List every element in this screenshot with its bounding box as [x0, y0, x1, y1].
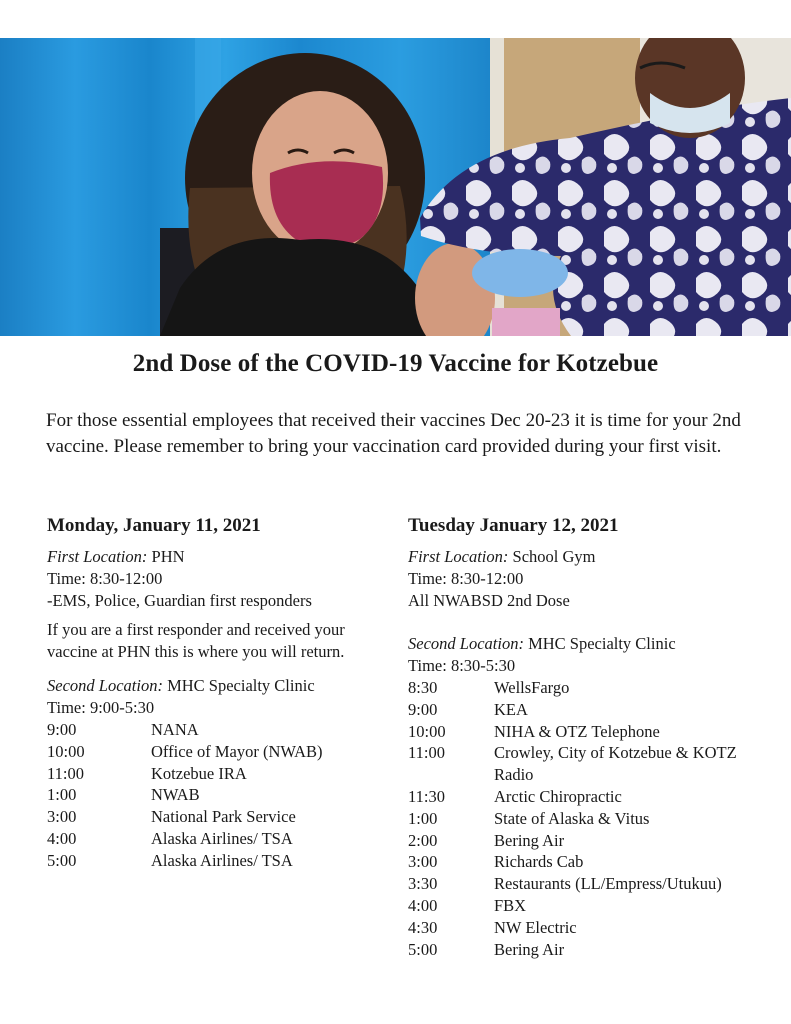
schedule-row — [47, 741, 387, 763]
schedule-time: 10:00 — [408, 721, 446, 741]
tuesday-second-time: Time: 8:30-5:30 — [408, 656, 516, 676]
tuesday-first-time: Time: 8:30-12:00 — [408, 568, 524, 588]
monday-schedule — [47, 719, 387, 872]
monday-second-location — [47, 675, 387, 697]
monday-first-group: -EMS, Police, Guardian first responders — [47, 590, 312, 610]
schedule-group: Alaska Airlines/ TSA — [151, 850, 293, 870]
schedule-time: 3:00 — [408, 852, 438, 872]
schedule-row — [47, 784, 387, 806]
schedule-group: Alaska Airlines/ TSA — [151, 828, 293, 848]
vaccination-photo — [0, 38, 791, 336]
schedule-time: 8:30 — [408, 677, 438, 697]
schedule-group: Arctic Chiropractic — [494, 786, 622, 806]
schedule-group: NANA — [151, 719, 199, 739]
schedule-row — [408, 721, 768, 743]
schedule-row — [47, 806, 387, 828]
schedule-group: KEA — [494, 699, 528, 719]
schedule-group: NW Electric — [494, 917, 577, 937]
schedule-group: State of Alaska & Vitus — [494, 808, 650, 828]
schedule-time: 10:00 — [47, 741, 85, 761]
tuesday-second-location — [408, 633, 768, 655]
schedule-time: 1:00 — [408, 808, 438, 828]
page-title: 2nd Dose of the COVID-19 Vaccine for Kotzebue — [132, 350, 659, 377]
schedule-group: Office of Mayor (NWAB) — [151, 741, 323, 761]
second-location-value: MHC Specialty Clinic — [167, 676, 315, 696]
tuesday-first-group: All NWABSD 2nd Dose — [408, 590, 570, 610]
schedule-time: 3:30 — [408, 874, 438, 894]
schedule-group: FBX — [494, 895, 527, 915]
second-location-label: Second Location: — [408, 634, 524, 654]
schedule-row — [47, 763, 387, 785]
schedule-time: 11:00 — [47, 763, 84, 783]
schedule-row — [408, 742, 768, 786]
schedule-time: 5:00 — [408, 939, 438, 959]
schedule-time: 4:30 — [408, 917, 438, 937]
schedule-time: 4:00 — [408, 895, 438, 915]
monday-note: If you are a first responder and received your vaccine at PHN this is where you will return. — [47, 620, 345, 662]
tuesday-first-location — [408, 546, 768, 568]
schedule-group: Kotzebue IRA — [151, 763, 247, 783]
schedule-time: 9:00 — [47, 719, 77, 739]
schedule-row — [408, 917, 768, 939]
schedule-group: Bering Air — [494, 939, 565, 959]
vaccination-photo-illustration — [0, 38, 791, 336]
schedule-row — [408, 699, 768, 721]
first-location-value: PHN — [151, 547, 185, 566]
schedule-row — [47, 828, 387, 850]
tuesday-schedule — [408, 677, 768, 960]
monday-second-time: Time: 9:00-5:30 — [47, 698, 155, 718]
schedule-row — [408, 851, 768, 873]
schedule-row — [408, 895, 768, 917]
schedule-row — [408, 786, 768, 808]
schedule-row — [408, 677, 768, 699]
monday-first-location — [47, 546, 387, 568]
schedule-group: Bering Air — [494, 830, 565, 850]
schedule-row — [408, 830, 768, 852]
schedule-time: 2:00 — [408, 830, 438, 850]
tuesday-column — [408, 514, 768, 960]
intro-paragraph: For those essential employees that received their vaccines Dec 20-23 it is time for your 2nd vaccine. Please remember to bring your vaccination card provided during your first visit. — [46, 410, 741, 457]
schedule-row — [408, 808, 768, 830]
schedule-time: 5:00 — [47, 850, 77, 870]
tuesday-heading: Tuesday January 12, 2021 — [408, 515, 619, 536]
schedule-time: 11:00 — [408, 743, 445, 763]
schedule-row — [408, 939, 768, 961]
schedule-group: Crowley, City of Kotzebue & KOTZ Radio — [494, 743, 737, 785]
monday-heading: Monday, January 11, 2021 — [47, 515, 261, 536]
schedule-time: 3:00 — [47, 807, 77, 827]
first-location-label: First Location: — [408, 547, 509, 566]
monday-column — [47, 514, 387, 872]
first-location-value: School Gym — [512, 547, 596, 566]
schedule-row — [47, 850, 387, 872]
schedule-row — [47, 719, 387, 741]
schedule-time: 9:00 — [408, 699, 438, 719]
schedule-group: NWAB — [151, 785, 200, 805]
schedule-group: WellsFargo — [494, 677, 570, 697]
schedule-time: 11:30 — [408, 786, 445, 806]
schedule-group: Restaurants (LL/Empress/Utukuu) — [494, 874, 722, 894]
first-location-label: First Location: — [47, 547, 148, 566]
schedule-row — [408, 873, 768, 895]
schedule-group: Richards Cab — [494, 852, 584, 872]
schedule-time: 1:00 — [47, 785, 77, 805]
schedule-group: NIHA & OTZ Telephone — [494, 721, 660, 741]
second-location-value: MHC Specialty Clinic — [528, 634, 676, 654]
second-location-label: Second Location: — [47, 676, 163, 696]
schedule-time: 4:00 — [47, 828, 77, 848]
schedule-group: National Park Service — [151, 807, 296, 827]
monday-first-time: Time: 8:30-12:00 — [47, 568, 163, 588]
